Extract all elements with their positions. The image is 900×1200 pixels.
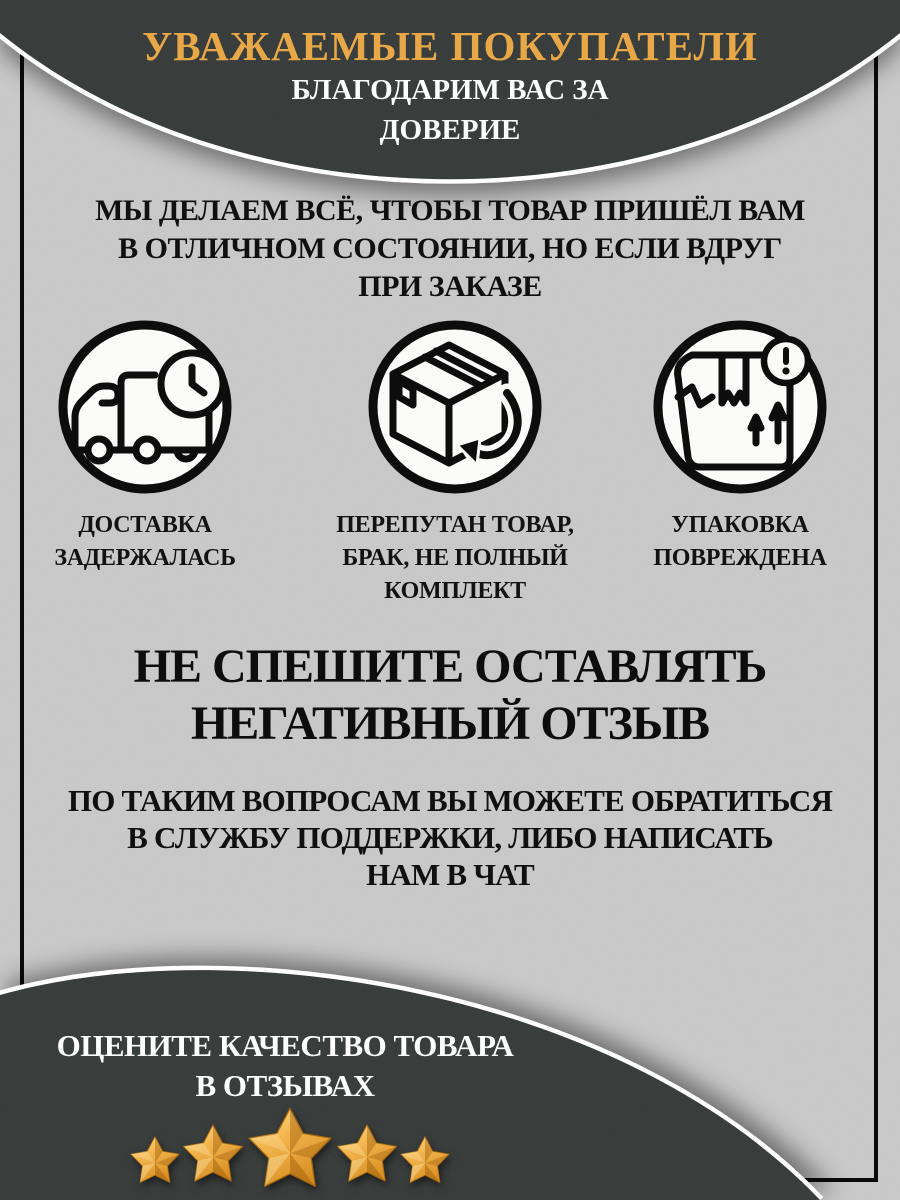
warning-line2: НЕГАТИВНЫЙ ОТЗЫВ bbox=[190, 697, 710, 750]
box-return-arrow-icon bbox=[366, 318, 544, 496]
intro-line1: МЫ ДЕЛАЕМ ВСЁ, ЧТОБЫ ТОВАР ПРИШЁЛ ВАМ bbox=[95, 194, 805, 227]
header-subtitle bbox=[0, 70, 900, 150]
header-subtitle-line1: БЛАГОДАРИМ ВАС ЗА bbox=[291, 74, 609, 106]
issue-wrong-item-label-line1: ПЕРЕПУТАН ТОВАР, bbox=[336, 512, 574, 538]
header-subtitle-line2: ДОВЕРИЕ bbox=[379, 114, 521, 146]
issue-delivery-label-line2: ЗАДЕРЖАЛАСЬ bbox=[54, 545, 236, 571]
warning-heading bbox=[0, 638, 900, 752]
footer-cta-line1: ОЦЕНИТЕ КАЧЕСТВО ТОВАРА bbox=[56, 1028, 514, 1063]
warning-line1: НЕ СПЕШИТЕ ОСТАВЛЯТЬ bbox=[133, 640, 767, 693]
issue-damaged-label-line1: УПАКОВКА bbox=[671, 512, 809, 538]
issue-damaged-packaging bbox=[600, 318, 880, 575]
header-title: УВАЖАЕМЫЕ ПОКУПАТЕЛИ bbox=[142, 23, 758, 69]
issue-wrong-item-label bbox=[315, 509, 595, 608]
intro-line2: В ОТЛИЧНОМ СОСТОЯНИИ, НО ЕСЛИ ВДРУГ bbox=[118, 232, 782, 265]
issue-damaged-label-line2: ПОВРЕЖДЕНА bbox=[653, 545, 827, 571]
issue-wrong-item bbox=[315, 318, 595, 608]
star-icon bbox=[243, 1106, 337, 1197]
support-line2: В СЛУЖБУ ПОДДЕРЖКИ, ЛИБО НАПИСАТЬ bbox=[127, 820, 773, 855]
issue-damaged-packaging-label bbox=[600, 509, 880, 575]
star-icon bbox=[333, 1123, 401, 1189]
footer-cta bbox=[0, 1026, 570, 1106]
delivery-truck-clock-icon bbox=[56, 318, 234, 496]
support-paragraph bbox=[0, 782, 900, 893]
star-icon bbox=[397, 1135, 453, 1189]
support-line3: НАМ В ЧАТ bbox=[366, 857, 534, 892]
issue-delivery-label-line1: ДОСТАВКА bbox=[78, 512, 212, 538]
intro-line3: ПРИ ЗАКАЗЕ bbox=[358, 270, 542, 303]
footer-cta-line2: В ОТЗЫВАХ bbox=[195, 1068, 375, 1103]
issue-wrong-item-label-line3: КОМПЛЕКТ bbox=[384, 578, 526, 604]
issue-delivery-label bbox=[5, 509, 285, 575]
star-icon bbox=[127, 1135, 183, 1189]
rating-stars bbox=[0, 1103, 580, 1197]
damaged-package-icon bbox=[651, 318, 829, 496]
star-icon bbox=[179, 1123, 247, 1189]
support-line1: ПО ТАКИМ ВОПРОСАМ ВЫ МОЖЕТЕ ОБРАТИТЬСЯ bbox=[67, 783, 833, 818]
issue-delivery-delayed bbox=[5, 318, 285, 575]
issue-wrong-item-label-line2: БРАК, НЕ ПОЛНЫЙ bbox=[342, 545, 568, 571]
